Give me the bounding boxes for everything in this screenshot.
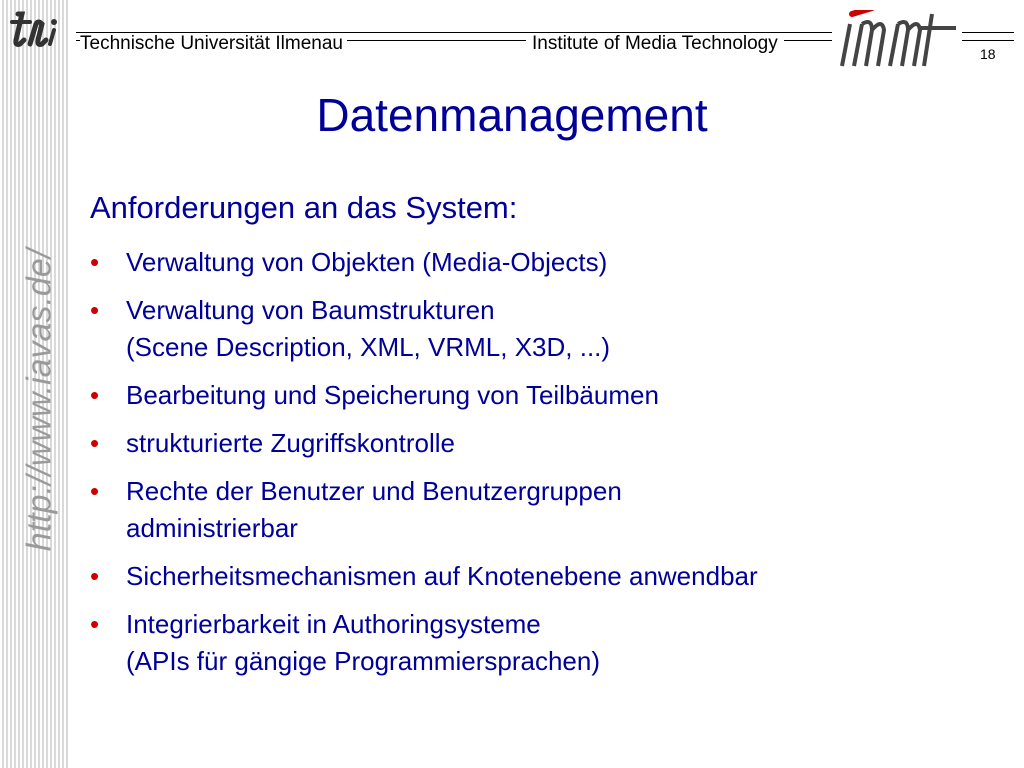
bullet-icon: • (90, 428, 100, 458)
bullet-item (90, 292, 1010, 366)
bullet-item (90, 473, 1010, 547)
bullet-text: Sicherheitsmechanismen auf Knotenebene anwendbar (126, 561, 758, 591)
bullet-text: Bearbeitung und Speicherung von Teilbäumen (126, 380, 659, 410)
institute-name: Institute of Media Technology (526, 33, 784, 55)
bullet-icon: • (90, 609, 100, 639)
side-url-text: http://www.iavas.de/ (20, 248, 59, 552)
bullet-icon: • (90, 295, 100, 325)
bullet-item (90, 425, 1010, 462)
slide-title: Datenmanagement (316, 89, 708, 141)
tu-ilmenau-logo (8, 6, 72, 58)
bullet-text: Verwaltung von Objekten (Media-Objects) (126, 247, 608, 277)
bullet-text: strukturierte Zugriffskontrolle (126, 428, 455, 458)
bullet-item (90, 606, 1010, 680)
bullet-icon: • (90, 247, 100, 277)
slide-number: 18 (980, 46, 996, 62)
bullet-list (90, 244, 1010, 691)
university-name: Technische Universität Ilmenau (80, 33, 347, 55)
bullet-text: Verwaltung von Baumstrukturen (126, 295, 495, 325)
bullet-text-continuation: (Scene Description, XML, VRML, X3D, ...) (126, 332, 611, 362)
bullet-text: Rechte der Benutzer und Benutzergruppen (126, 476, 622, 506)
bullet-text-continuation: (APIs für gängige Programmiersprachen) (126, 646, 600, 676)
bullet-item (90, 558, 1010, 595)
bullet-item (90, 244, 1010, 281)
bullet-text-continuation: administrierbar (126, 513, 298, 543)
imt-logo (832, 10, 962, 70)
slide-intro: Anforderungen an das System: (90, 190, 518, 225)
bullet-icon: • (90, 476, 100, 506)
bullet-icon: • (90, 561, 100, 591)
bullet-text: Integrierbarkeit in Authoringsysteme (126, 609, 541, 639)
bullet-item (90, 377, 1010, 414)
bullet-icon: • (90, 380, 100, 410)
